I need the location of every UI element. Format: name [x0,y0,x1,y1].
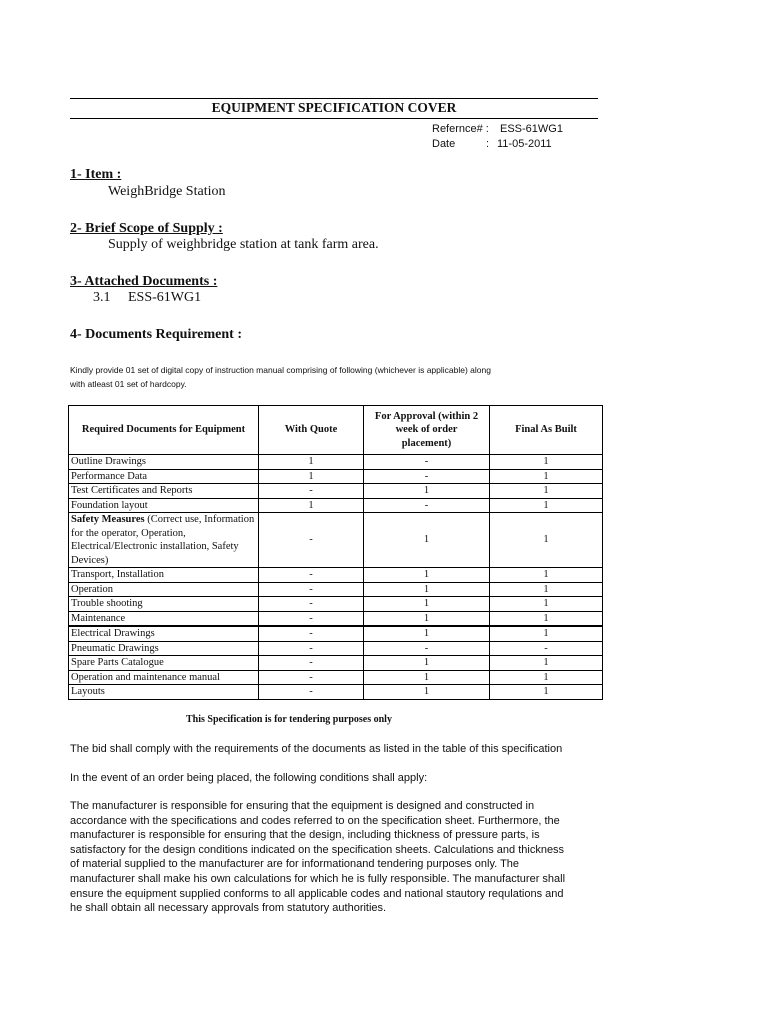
row-document: Transport, Installation [69,568,259,583]
reference-label: Refernce# : [432,123,489,135]
row-final: 1 [490,469,603,484]
row-with-quote: - [259,656,364,671]
title-underline-rule [70,118,598,119]
table-row [69,455,603,470]
row-with-quote: 1 [259,469,364,484]
row-document: Performance Data [69,469,259,484]
row-for-approval: 1 [364,484,490,499]
row-with-quote: - [259,641,364,656]
row-document-safety [69,513,259,568]
table-row [69,641,603,656]
row-with-quote: - [259,670,364,685]
table-header-row [69,406,603,455]
row-final: 1 [490,513,603,568]
row-with-quote: - [259,568,364,583]
attached-heading: 3- Attached Documents : [70,274,218,289]
row-document: Operation [69,582,259,597]
row-for-approval: 1 [364,568,490,583]
attached-number: 3.1 [93,290,111,305]
safety-measures-detail: (Correct use, Information for the operator, Operation, Electrical/Electronic installation, Safety Devices) [71,514,255,566]
row-final: 1 [490,582,603,597]
manufacturer-responsibility-paragraph [70,799,590,916]
row-for-approval: - [364,641,490,656]
row-final: 1 [490,455,603,470]
paragraph-line: of material supplied to the manufacturer are for informationand tendering purposes only. The [70,858,520,871]
intro-line-1: Kindly provide 01 set of digital copy of instruction manual comprising of following (whichever is applicable) along [70,365,491,375]
row-final: - [490,641,603,656]
paragraph-line: The manufacturer is responsible for ensuring that the equipment is designed and constructed in [70,800,535,812]
table-row [69,568,603,583]
row-final: 1 [490,484,603,499]
reference-value: ESS-61WG1 [500,123,563,135]
row-for-approval: 1 [364,626,490,641]
row-for-approval: - [364,455,490,470]
bid-compliance-paragraph: The bid shall comply with the requirements of the documents as listed in the table of this specification [70,743,563,755]
header-for-approval: For Approval (within 2 week of order placement) [364,406,490,455]
attached-document: ESS-61WG1 [128,290,202,305]
item-text: WeighBridge Station [108,184,226,199]
row-for-approval: 1 [364,513,490,568]
row-with-quote: 1 [259,455,364,470]
header-required-documents: Required Documents for Equipment [69,406,259,455]
row-final: 1 [490,597,603,612]
table-row [69,656,603,671]
document-title: EQUIPMENT SPECIFICATION COVER [211,100,457,115]
table-row-safety [69,513,603,568]
table-row [69,670,603,685]
row-for-approval: 1 [364,611,490,626]
row-for-approval: - [364,498,490,513]
row-document: Trouble shooting [69,597,259,612]
paragraph-line: ensure the equipment supplied conforms to all applicable codes and national stautory requlations and [70,887,564,900]
row-document: Maintenance [69,611,259,626]
row-final: 1 [490,498,603,513]
row-for-approval: 1 [364,685,490,700]
date-value: 11-05-2011 [497,138,552,150]
row-for-approval: 1 [364,582,490,597]
paragraph-line: manufacturer shall make his own calculations for which he is fully responsible. The manufacturer shall [70,872,566,885]
row-document: Foundation layout [69,498,259,513]
table-row [69,498,603,513]
scope-heading: 2- Brief Scope of Supply : [70,221,223,236]
tender-note: This Specification is for tendering purposes only [186,714,392,725]
row-with-quote: - [259,626,364,641]
intro-line-2: with atleast 01 set of hardcopy. [70,379,187,389]
header-final-as-built: Final As Built [490,406,603,455]
row-with-quote: - [259,597,364,612]
row-with-quote: - [259,513,364,568]
date-separator: : [486,138,490,150]
row-with-quote: - [259,484,364,499]
row-document: Electrical Drawings [69,626,259,641]
table-row [69,611,603,626]
order-conditions-paragraph: In the event of an order being placed, the following conditions shall apply: [70,772,428,784]
row-for-approval: 1 [364,670,490,685]
top-rule [70,98,598,99]
row-with-quote: - [259,685,364,700]
requirement-heading: 4- Documents Requirement : [70,327,242,342]
row-document: Outline Drawings [69,455,259,470]
row-with-quote: 1 [259,498,364,513]
item-heading: 1- Item : [70,167,122,182]
documents-table [68,405,603,700]
row-document: Test Certificates and Reports [69,484,259,499]
table-row [69,685,603,700]
row-with-quote: - [259,611,364,626]
table-row [69,597,603,612]
safety-measures-label: Safety Measures [71,514,145,525]
paragraph-line: manufacturer is responsible for ensuring that the design, including thickness of pressure parts, is [70,829,540,842]
row-final: 1 [490,670,603,685]
row-for-approval: - [364,469,490,484]
row-final: 1 [490,626,603,641]
row-final: 1 [490,611,603,626]
row-final: 1 [490,568,603,583]
row-document: Layouts [69,685,259,700]
row-for-approval: 1 [364,656,490,671]
paragraph-line: satisfactory for the design conditions indicated on the specification sheets. Calculations and thickness [70,843,565,856]
row-for-approval: 1 [364,597,490,612]
header-with-quote: With Quote [259,406,364,455]
row-document: Operation and maintenance manual [69,670,259,685]
date-label: Date [432,138,456,150]
scope-text: Supply of weighbridge station at tank farm area. [108,237,379,252]
table-row [69,484,603,499]
row-final: 1 [490,656,603,671]
table-row [69,626,603,641]
paragraph-line: he shall obtain all necessary approvals from statutory authorities. [70,902,387,915]
table-row [69,469,603,484]
row-final: 1 [490,685,603,700]
row-document: Spare Parts Catalogue [69,656,259,671]
paragraph-line: accordance with the specifications and codes referred to on the specification sheet. Furthermore, the [70,814,560,827]
row-with-quote: - [259,582,364,597]
table-row [69,582,603,597]
row-document: Pneumatic Drawings [69,641,259,656]
